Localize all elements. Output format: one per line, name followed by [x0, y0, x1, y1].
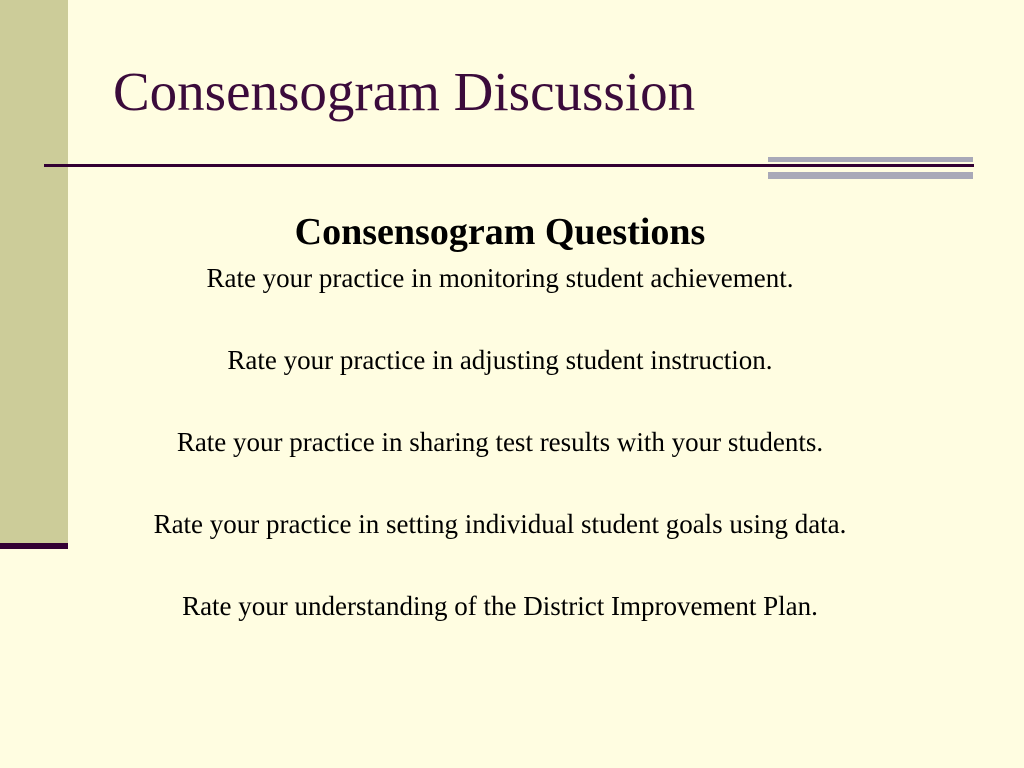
slide-body [44, 206, 956, 668]
question-item: Rate your practice in adjusting student instruction. [227, 345, 773, 375]
question-item: Rate your practice in monitoring student achievement. [206, 263, 794, 293]
question-item: Rate your practice in sharing test results with your students. [176, 427, 824, 457]
decorative-gray-rule-top [768, 157, 973, 162]
title-divider [44, 164, 974, 167]
question-item: Rate your understanding of the District Improvement Plan. [182, 591, 818, 621]
slide-title: Consensogram Discussion [113, 61, 696, 122]
question-item: Rate your practice in setting individual student goals using data. [153, 509, 847, 539]
decorative-gray-rule-bottom [768, 172, 973, 179]
section-heading: Consensogram Questions [294, 211, 706, 253]
